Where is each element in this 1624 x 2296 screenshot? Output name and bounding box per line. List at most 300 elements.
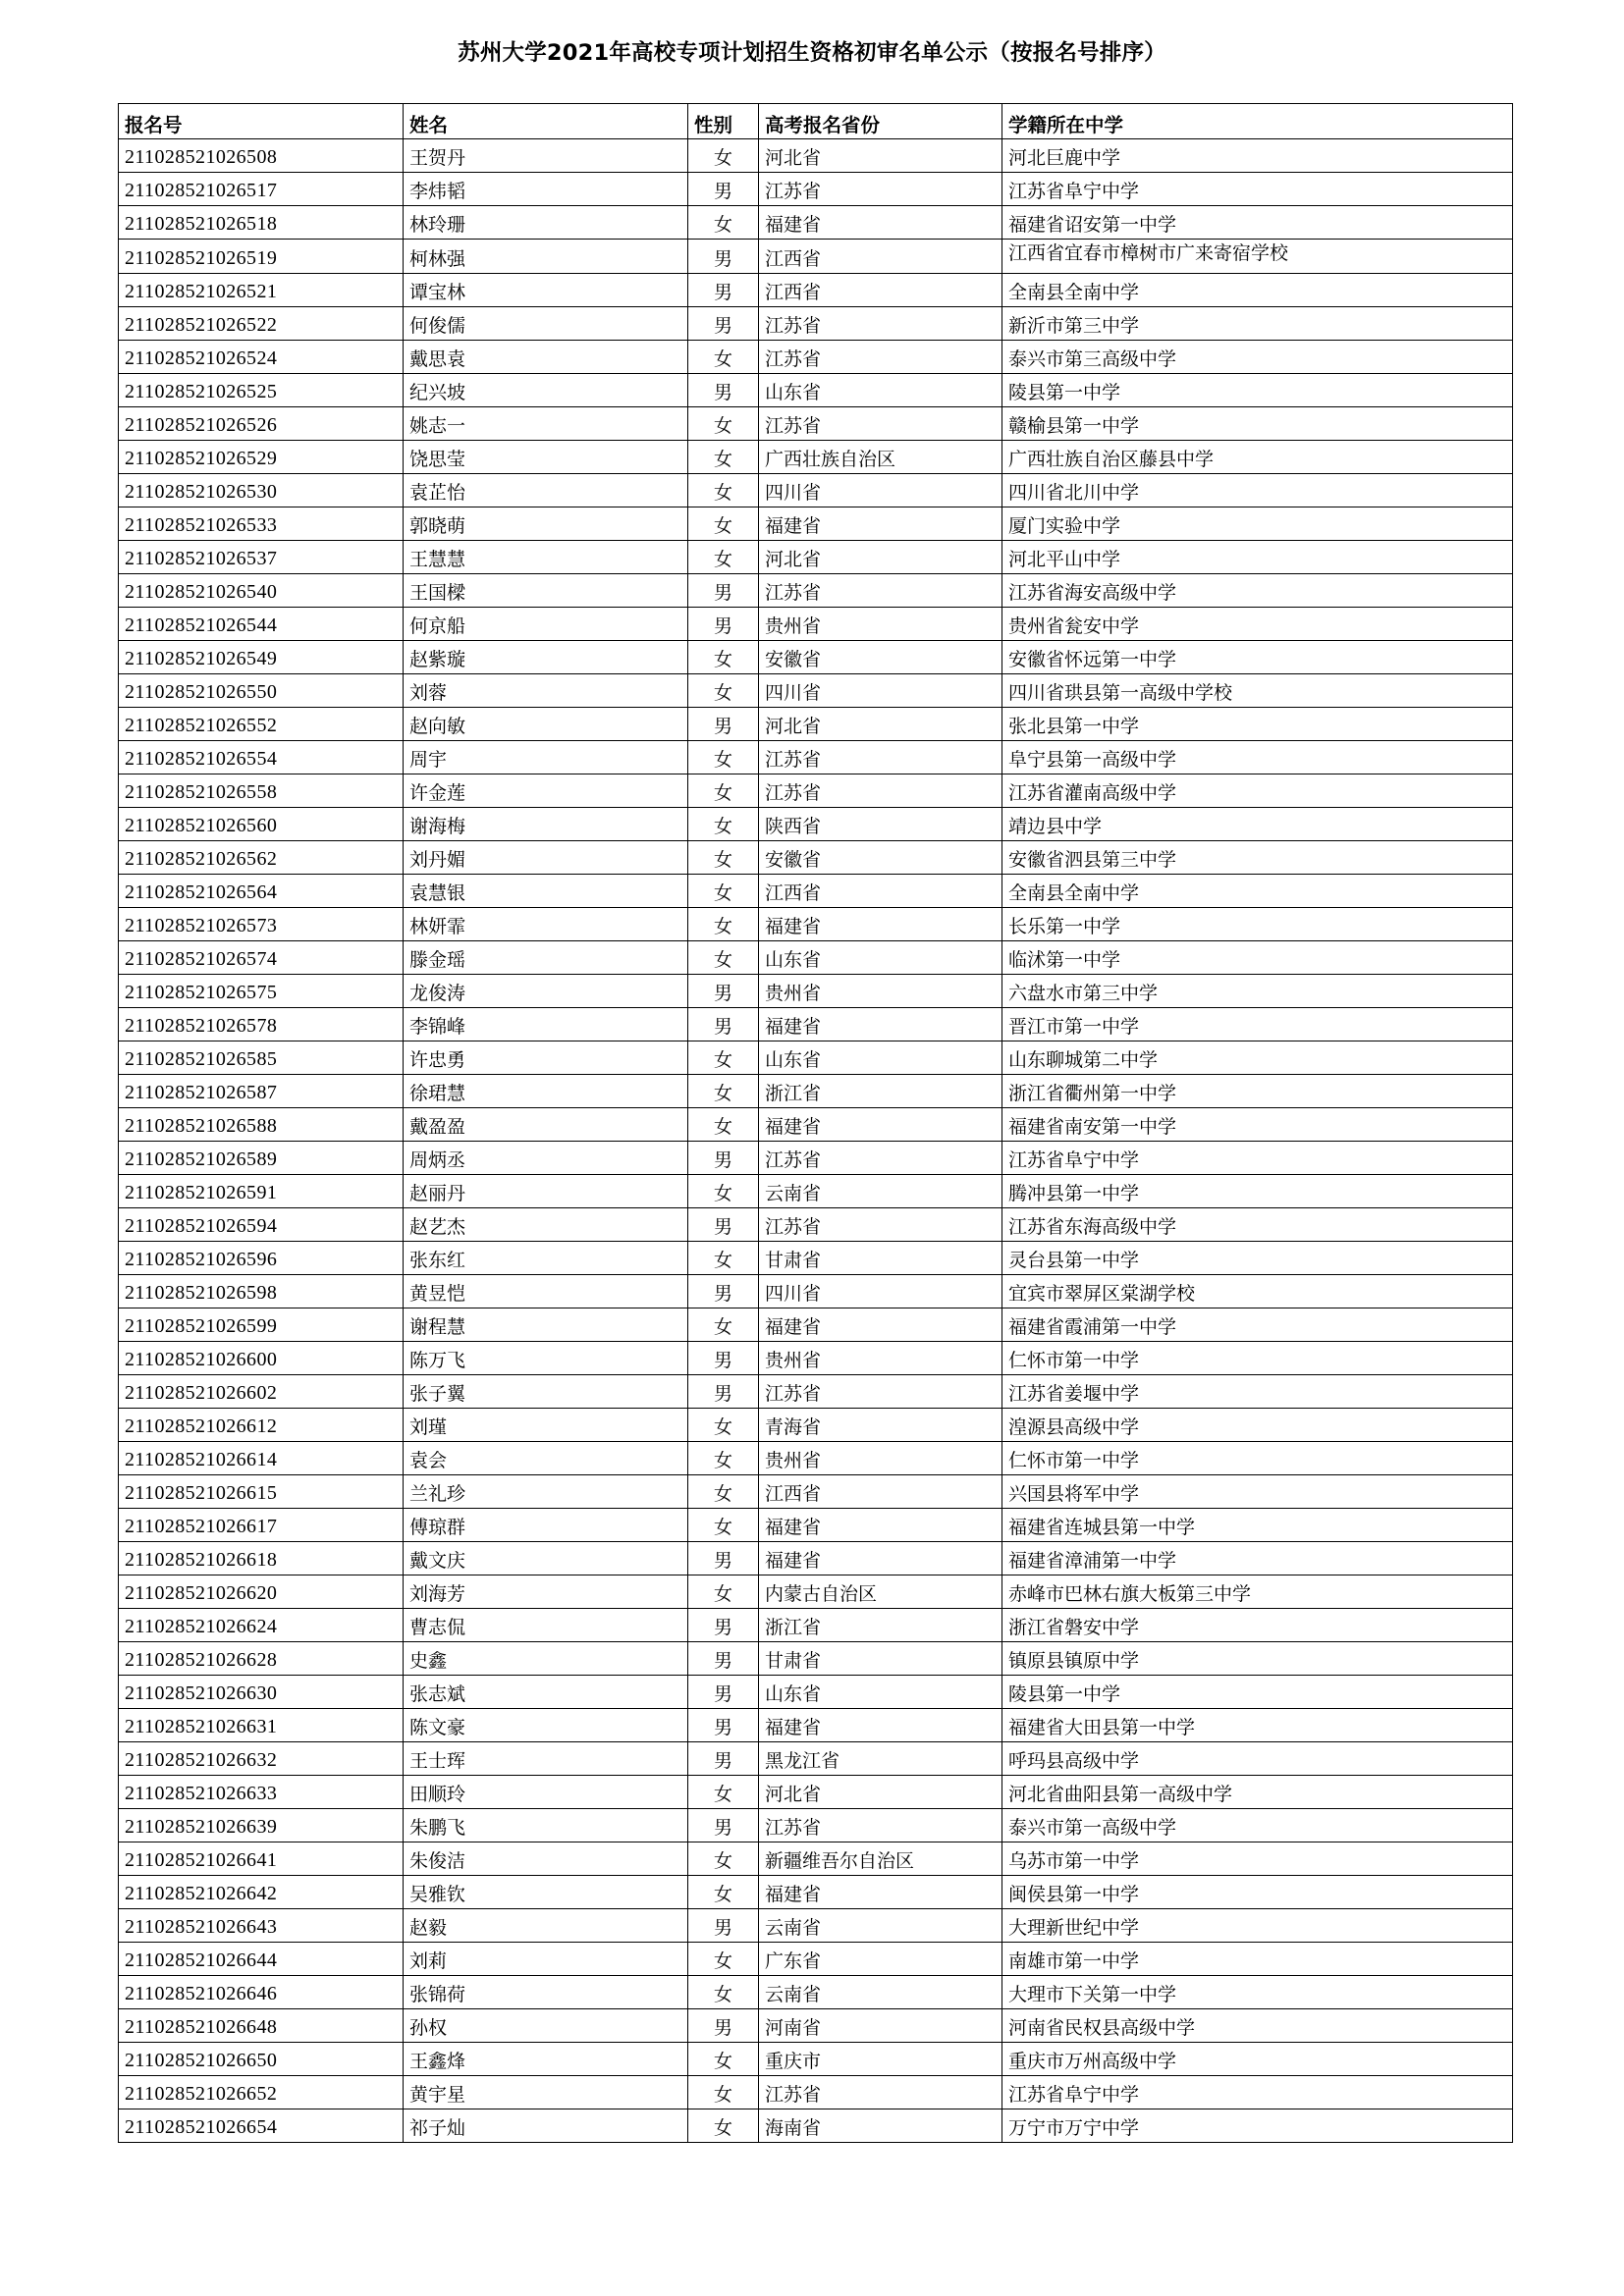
column-header-name: 姓名 xyxy=(404,104,688,139)
cell-name: 袁慧银 xyxy=(404,875,688,908)
cell-exam-province: 贵州省 xyxy=(759,1442,1002,1475)
cell-exam-province: 河北省 xyxy=(759,708,1002,741)
cell-school: 湟源县高级中学 xyxy=(1002,1409,1513,1442)
cell-school: 福建省大田县第一中学 xyxy=(1002,1709,1513,1742)
cell-exam-province: 安徽省 xyxy=(759,841,1002,875)
table-row xyxy=(119,2109,1513,2143)
cell-school: 临沭第一中学 xyxy=(1002,941,1513,975)
cell-registration-number: 211028521026508 xyxy=(119,139,404,173)
cell-school: 泰兴市第三高级中学 xyxy=(1002,341,1513,374)
cell-name: 许金莲 xyxy=(404,774,688,808)
cell-exam-province: 江西省 xyxy=(759,274,1002,307)
table-row xyxy=(119,240,1513,274)
cell-gender: 女 xyxy=(688,1509,759,1542)
cell-school: 仁怀市第一中学 xyxy=(1002,1342,1513,1375)
cell-registration-number: 211028521026631 xyxy=(119,1709,404,1742)
cell-school: 陵县第一中学 xyxy=(1002,1676,1513,1709)
cell-name: 许忠勇 xyxy=(404,1041,688,1075)
cell-name: 兰礼珍 xyxy=(404,1475,688,1509)
cell-registration-number: 211028521026550 xyxy=(119,674,404,708)
cell-gender: 男 xyxy=(688,1609,759,1642)
cell-gender: 女 xyxy=(688,1575,759,1609)
cell-registration-number: 211028521026646 xyxy=(119,1976,404,2009)
cell-gender: 女 xyxy=(688,1108,759,1142)
cell-name: 袁芷怡 xyxy=(404,474,688,507)
cell-name: 徐珺慧 xyxy=(404,1075,688,1108)
cell-registration-number: 211028521026552 xyxy=(119,708,404,741)
cell-school: 福建省漳浦第一中学 xyxy=(1002,1542,1513,1575)
table-row xyxy=(119,1075,1513,1108)
cell-name: 姚志一 xyxy=(404,407,688,441)
cell-school: 安徽省怀远第一中学 xyxy=(1002,641,1513,674)
cell-name: 赵丽丹 xyxy=(404,1175,688,1208)
cell-registration-number: 211028521026615 xyxy=(119,1475,404,1509)
cell-gender: 女 xyxy=(688,841,759,875)
cell-exam-province: 陕西省 xyxy=(759,808,1002,841)
cell-exam-province: 江苏省 xyxy=(759,1142,1002,1175)
cell-school: 万宁市万宁中学 xyxy=(1002,2109,1513,2143)
cell-name: 赵毅 xyxy=(404,1909,688,1943)
cell-exam-province: 浙江省 xyxy=(759,1609,1002,1642)
cell-exam-province: 福建省 xyxy=(759,1542,1002,1575)
cell-school: 四川省珙县第一高级中学校 xyxy=(1002,674,1513,708)
cell-name: 刘海芳 xyxy=(404,1575,688,1609)
cell-name: 张志斌 xyxy=(404,1676,688,1709)
cell-gender: 男 xyxy=(688,307,759,341)
cell-exam-province: 江苏省 xyxy=(759,407,1002,441)
cell-gender: 女 xyxy=(688,474,759,507)
cell-name: 王鑫烽 xyxy=(404,2043,688,2076)
cell-exam-province: 贵州省 xyxy=(759,608,1002,641)
cell-gender: 男 xyxy=(688,1275,759,1308)
table-row xyxy=(119,1275,1513,1308)
table-row xyxy=(119,1609,1513,1642)
cell-registration-number: 211028521026575 xyxy=(119,975,404,1008)
cell-name: 赵艺杰 xyxy=(404,1208,688,1242)
cell-gender: 男 xyxy=(688,708,759,741)
cell-name: 赵紫璇 xyxy=(404,641,688,674)
cell-registration-number: 211028521026564 xyxy=(119,875,404,908)
cell-school: 六盘水市第三中学 xyxy=(1002,975,1513,1008)
cell-exam-province: 广西壮族自治区 xyxy=(759,441,1002,474)
cell-registration-number: 211028521026599 xyxy=(119,1308,404,1342)
cell-gender: 男 xyxy=(688,1709,759,1742)
cell-name: 戴思袁 xyxy=(404,341,688,374)
cell-name: 刘蓉 xyxy=(404,674,688,708)
cell-gender: 女 xyxy=(688,1175,759,1208)
cell-registration-number: 211028521026533 xyxy=(119,507,404,541)
cell-exam-province: 山东省 xyxy=(759,941,1002,975)
table-row xyxy=(119,708,1513,741)
cell-name: 戴盈盈 xyxy=(404,1108,688,1142)
cell-exam-province: 江苏省 xyxy=(759,1809,1002,1842)
cell-name: 林玲珊 xyxy=(404,206,688,240)
cell-exam-province: 江苏省 xyxy=(759,307,1002,341)
cell-exam-province: 山东省 xyxy=(759,374,1002,407)
cell-exam-province: 青海省 xyxy=(759,1409,1002,1442)
cell-registration-number: 211028521026525 xyxy=(119,374,404,407)
cell-school: 阜宁县第一高级中学 xyxy=(1002,741,1513,774)
table-row xyxy=(119,1809,1513,1842)
cell-gender: 男 xyxy=(688,1642,759,1676)
table-row xyxy=(119,1175,1513,1208)
cell-registration-number: 211028521026522 xyxy=(119,307,404,341)
cell-registration-number: 211028521026562 xyxy=(119,841,404,875)
cell-exam-province: 四川省 xyxy=(759,474,1002,507)
cell-name: 曹志侃 xyxy=(404,1609,688,1642)
cell-exam-province: 内蒙古自治区 xyxy=(759,1575,1002,1609)
cell-exam-province: 福建省 xyxy=(759,1709,1002,1742)
cell-name: 黄昱恺 xyxy=(404,1275,688,1308)
table-row xyxy=(119,841,1513,875)
cell-name: 祁子灿 xyxy=(404,2109,688,2143)
cell-school: 福建省南安第一中学 xyxy=(1002,1108,1513,1142)
table-row xyxy=(119,1208,1513,1242)
cell-school: 山东聊城第二中学 xyxy=(1002,1041,1513,1075)
page-title: 苏州大学2021年高校专项计划招生资格初审名单公示（按报名号排序） xyxy=(458,40,1166,66)
cell-name: 周宇 xyxy=(404,741,688,774)
cell-name: 陈万飞 xyxy=(404,1342,688,1375)
cell-name: 谢程慧 xyxy=(404,1308,688,1342)
cell-exam-province: 江苏省 xyxy=(759,741,1002,774)
cell-gender: 女 xyxy=(688,341,759,374)
cell-exam-province: 江西省 xyxy=(759,240,1002,274)
cell-exam-province: 福建省 xyxy=(759,507,1002,541)
table-row xyxy=(119,875,1513,908)
cell-gender: 女 xyxy=(688,2076,759,2109)
cell-gender: 女 xyxy=(688,2043,759,2076)
cell-registration-number: 211028521026596 xyxy=(119,1242,404,1275)
cell-school: 泰兴市第一高级中学 xyxy=(1002,1809,1513,1842)
cell-school: 新沂市第三中学 xyxy=(1002,307,1513,341)
cell-registration-number: 211028521026540 xyxy=(119,574,404,608)
table-row xyxy=(119,1342,1513,1375)
table-row xyxy=(119,1442,1513,1475)
table-row xyxy=(119,1542,1513,1575)
cell-gender: 女 xyxy=(688,1976,759,2009)
cell-exam-province: 广东省 xyxy=(759,1943,1002,1976)
cell-gender: 女 xyxy=(688,1308,759,1342)
cell-school: 乌苏市第一中学 xyxy=(1002,1842,1513,1876)
cell-name: 周炳丞 xyxy=(404,1142,688,1175)
cell-exam-province: 贵州省 xyxy=(759,975,1002,1008)
cell-exam-province: 福建省 xyxy=(759,908,1002,941)
cell-gender: 男 xyxy=(688,240,759,274)
cell-exam-province: 云南省 xyxy=(759,1976,1002,2009)
cell-name: 滕金瑶 xyxy=(404,941,688,975)
table-row xyxy=(119,1375,1513,1409)
cell-name: 李锦峰 xyxy=(404,1008,688,1041)
cell-name: 刘丹媚 xyxy=(404,841,688,875)
table-row xyxy=(119,774,1513,808)
cell-name: 郭晓萌 xyxy=(404,507,688,541)
cell-exam-province: 河北省 xyxy=(759,1776,1002,1809)
cell-gender: 女 xyxy=(688,1075,759,1108)
cell-gender: 女 xyxy=(688,774,759,808)
cell-registration-number: 211028521026648 xyxy=(119,2009,404,2043)
cell-exam-province: 福建省 xyxy=(759,206,1002,240)
cell-name: 王慧慧 xyxy=(404,541,688,574)
table-row xyxy=(119,1409,1513,1442)
cell-school: 江苏省阜宁中学 xyxy=(1002,1142,1513,1175)
cell-exam-province: 江苏省 xyxy=(759,1208,1002,1242)
table-body xyxy=(119,139,1513,2143)
cell-exam-province: 四川省 xyxy=(759,1275,1002,1308)
cell-name: 饶思莹 xyxy=(404,441,688,474)
cell-registration-number: 211028521026554 xyxy=(119,741,404,774)
cell-exam-province: 江西省 xyxy=(759,875,1002,908)
cell-school: 河南省民权县高级中学 xyxy=(1002,2009,1513,2043)
cell-gender: 女 xyxy=(688,407,759,441)
cell-exam-province: 云南省 xyxy=(759,1175,1002,1208)
cell-registration-number: 211028521026544 xyxy=(119,608,404,641)
cell-exam-province: 福建省 xyxy=(759,1008,1002,1041)
cell-registration-number: 211028521026641 xyxy=(119,1842,404,1876)
cell-registration-number: 211028521026517 xyxy=(119,173,404,206)
cell-school: 靖边县中学 xyxy=(1002,808,1513,841)
cell-school: 河北平山中学 xyxy=(1002,541,1513,574)
table-row xyxy=(119,674,1513,708)
cell-registration-number: 211028521026612 xyxy=(119,1409,404,1442)
table-row xyxy=(119,1742,1513,1776)
cell-exam-province: 云南省 xyxy=(759,1909,1002,1943)
cell-school: 仁怀市第一中学 xyxy=(1002,1442,1513,1475)
cell-gender: 女 xyxy=(688,674,759,708)
table-row xyxy=(119,1642,1513,1676)
cell-exam-province: 河南省 xyxy=(759,2009,1002,2043)
cell-school: 张北县第一中学 xyxy=(1002,708,1513,741)
cell-school: 江苏省姜堰中学 xyxy=(1002,1375,1513,1409)
cell-gender: 男 xyxy=(688,274,759,307)
cell-exam-province: 浙江省 xyxy=(759,1075,1002,1108)
cell-gender: 男 xyxy=(688,574,759,608)
cell-registration-number: 211028521026594 xyxy=(119,1208,404,1242)
table-row xyxy=(119,641,1513,674)
cell-gender: 女 xyxy=(688,1943,759,1976)
cell-school: 江苏省阜宁中学 xyxy=(1002,2076,1513,2109)
cell-registration-number: 211028521026537 xyxy=(119,541,404,574)
cell-exam-province: 江苏省 xyxy=(759,574,1002,608)
table-row xyxy=(119,1242,1513,1275)
cell-school: 赤峰市巴林右旗大板第三中学 xyxy=(1002,1575,1513,1609)
cell-registration-number: 211028521026530 xyxy=(119,474,404,507)
cell-gender: 男 xyxy=(688,1542,759,1575)
cell-gender: 女 xyxy=(688,908,759,941)
cell-registration-number: 211028521026585 xyxy=(119,1041,404,1075)
cell-registration-number: 211028521026602 xyxy=(119,1375,404,1409)
roster-table-container xyxy=(118,103,1512,2143)
cell-school: 大理新世纪中学 xyxy=(1002,1909,1513,1943)
cell-registration-number: 211028521026518 xyxy=(119,206,404,240)
cell-school: 灵台县第一中学 xyxy=(1002,1242,1513,1275)
cell-school: 浙江省衢州第一中学 xyxy=(1002,1075,1513,1108)
cell-name: 吴雅钦 xyxy=(404,1876,688,1909)
cell-gender: 女 xyxy=(688,1842,759,1876)
cell-school: 江苏省东海高级中学 xyxy=(1002,1208,1513,1242)
cell-school: 宜宾市翠屏区棠湖学校 xyxy=(1002,1275,1513,1308)
cell-exam-province: 福建省 xyxy=(759,1876,1002,1909)
cell-name: 赵向敏 xyxy=(404,708,688,741)
cell-school: 浙江省磐安中学 xyxy=(1002,1609,1513,1642)
cell-registration-number: 211028521026630 xyxy=(119,1676,404,1709)
table-row xyxy=(119,808,1513,841)
cell-gender: 女 xyxy=(688,139,759,173)
cell-gender: 女 xyxy=(688,1442,759,1475)
column-header-exam-province: 高考报名省份 xyxy=(759,104,1002,139)
table-row xyxy=(119,908,1513,941)
table-row xyxy=(119,441,1513,474)
cell-gender: 女 xyxy=(688,1475,759,1509)
cell-registration-number: 211028521026643 xyxy=(119,1909,404,1943)
cell-registration-number: 211028521026632 xyxy=(119,1742,404,1776)
table-row xyxy=(119,1842,1513,1876)
table-row xyxy=(119,1943,1513,1976)
cell-registration-number: 211028521026614 xyxy=(119,1442,404,1475)
cell-school: 福建省连城县第一中学 xyxy=(1002,1509,1513,1542)
cell-name: 林妍霏 xyxy=(404,908,688,941)
table-row xyxy=(119,1776,1513,1809)
cell-exam-province: 重庆市 xyxy=(759,2043,1002,2076)
table-row xyxy=(119,741,1513,774)
cell-gender: 男 xyxy=(688,1208,759,1242)
cell-school: 全南县全南中学 xyxy=(1002,875,1513,908)
cell-school: 大理市下关第一中学 xyxy=(1002,1976,1513,2009)
cell-school: 江苏省灌南高级中学 xyxy=(1002,774,1513,808)
cell-exam-province: 江苏省 xyxy=(759,341,1002,374)
cell-gender: 女 xyxy=(688,1242,759,1275)
cell-name: 李炜韬 xyxy=(404,173,688,206)
cell-gender: 男 xyxy=(688,1342,759,1375)
cell-gender: 女 xyxy=(688,875,759,908)
table-row xyxy=(119,574,1513,608)
cell-school: 赣榆县第一中学 xyxy=(1002,407,1513,441)
table-row xyxy=(119,341,1513,374)
cell-gender: 女 xyxy=(688,541,759,574)
cell-name: 纪兴坡 xyxy=(404,374,688,407)
cell-registration-number: 211028521026644 xyxy=(119,1943,404,1976)
column-header-school: 学籍所在中学 xyxy=(1002,104,1513,139)
cell-school: 江西省宜春市樟树市广来寄宿学校 xyxy=(1002,240,1513,274)
table-row xyxy=(119,1008,1513,1041)
column-header-gender: 性别 xyxy=(688,104,759,139)
cell-gender: 男 xyxy=(688,975,759,1008)
cell-name: 王国樑 xyxy=(404,574,688,608)
cell-registration-number: 211028521026588 xyxy=(119,1108,404,1142)
cell-gender: 男 xyxy=(688,1676,759,1709)
cell-registration-number: 211028521026628 xyxy=(119,1642,404,1676)
cell-registration-number: 211028521026620 xyxy=(119,1575,404,1609)
table-row xyxy=(119,1575,1513,1609)
cell-exam-province: 福建省 xyxy=(759,1108,1002,1142)
cell-registration-number: 211028521026589 xyxy=(119,1142,404,1175)
cell-registration-number: 211028521026549 xyxy=(119,641,404,674)
table-header-row xyxy=(119,104,1513,139)
cell-registration-number: 211028521026558 xyxy=(119,774,404,808)
cell-registration-number: 211028521026578 xyxy=(119,1008,404,1041)
cell-name: 刘瑾 xyxy=(404,1409,688,1442)
cell-school: 兴国县将军中学 xyxy=(1002,1475,1513,1509)
cell-gender: 女 xyxy=(688,2109,759,2143)
cell-gender: 女 xyxy=(688,1776,759,1809)
cell-registration-number: 211028521026633 xyxy=(119,1776,404,1809)
cell-name: 黄宇星 xyxy=(404,2076,688,2109)
cell-name: 谢海梅 xyxy=(404,808,688,841)
cell-name: 张锦荷 xyxy=(404,1976,688,2009)
cell-name: 张子翼 xyxy=(404,1375,688,1409)
cell-registration-number: 211028521026519 xyxy=(119,240,404,274)
cell-exam-province: 江苏省 xyxy=(759,173,1002,206)
cell-name: 袁会 xyxy=(404,1442,688,1475)
cell-name: 朱俊洁 xyxy=(404,1842,688,1876)
table-row xyxy=(119,407,1513,441)
cell-registration-number: 211028521026560 xyxy=(119,808,404,841)
cell-exam-province: 海南省 xyxy=(759,2109,1002,2143)
cell-gender: 男 xyxy=(688,1809,759,1842)
table-row xyxy=(119,139,1513,173)
table-row xyxy=(119,2009,1513,2043)
cell-school: 南雄市第一中学 xyxy=(1002,1943,1513,1976)
table-header xyxy=(119,104,1513,139)
cell-gender: 女 xyxy=(688,741,759,774)
cell-exam-province: 河北省 xyxy=(759,139,1002,173)
cell-registration-number: 211028521026624 xyxy=(119,1609,404,1642)
cell-exam-province: 甘肃省 xyxy=(759,1242,1002,1275)
cell-gender: 男 xyxy=(688,608,759,641)
table-row xyxy=(119,173,1513,206)
cell-exam-province: 甘肃省 xyxy=(759,1642,1002,1676)
cell-school: 安徽省泗县第三中学 xyxy=(1002,841,1513,875)
table-row xyxy=(119,975,1513,1008)
roster-table xyxy=(118,103,1513,2143)
cell-gender: 男 xyxy=(688,374,759,407)
cell-exam-province: 四川省 xyxy=(759,674,1002,708)
cell-school: 闽侯县第一中学 xyxy=(1002,1876,1513,1909)
cell-registration-number: 211028521026618 xyxy=(119,1542,404,1575)
cell-exam-province: 福建省 xyxy=(759,1308,1002,1342)
cell-exam-province: 河北省 xyxy=(759,541,1002,574)
cell-registration-number: 211028521026652 xyxy=(119,2076,404,2109)
cell-registration-number: 211028521026521 xyxy=(119,274,404,307)
table-row xyxy=(119,1709,1513,1742)
cell-registration-number: 211028521026650 xyxy=(119,2043,404,2076)
cell-exam-province: 江西省 xyxy=(759,1475,1002,1509)
cell-name: 王士珲 xyxy=(404,1742,688,1776)
cell-gender: 男 xyxy=(688,1375,759,1409)
table-row xyxy=(119,307,1513,341)
cell-school: 重庆市万州高级中学 xyxy=(1002,2043,1513,2076)
cell-exam-province: 山东省 xyxy=(759,1041,1002,1075)
cell-registration-number: 211028521026654 xyxy=(119,2109,404,2143)
cell-school: 四川省北川中学 xyxy=(1002,474,1513,507)
table-row xyxy=(119,507,1513,541)
cell-name: 孙权 xyxy=(404,2009,688,2043)
cell-name: 何俊儒 xyxy=(404,307,688,341)
table-row xyxy=(119,2076,1513,2109)
table-row xyxy=(119,1909,1513,1943)
table-row xyxy=(119,1475,1513,1509)
cell-gender: 男 xyxy=(688,1008,759,1041)
cell-exam-province: 江苏省 xyxy=(759,1375,1002,1409)
cell-name: 张东红 xyxy=(404,1242,688,1275)
cell-school: 广西壮族自治区藤县中学 xyxy=(1002,441,1513,474)
cell-registration-number: 211028521026617 xyxy=(119,1509,404,1542)
cell-name: 柯林强 xyxy=(404,240,688,274)
cell-gender: 男 xyxy=(688,2009,759,2043)
cell-name: 王贺丹 xyxy=(404,139,688,173)
cell-gender: 男 xyxy=(688,1742,759,1776)
cell-registration-number: 211028521026598 xyxy=(119,1275,404,1308)
cell-registration-number: 211028521026591 xyxy=(119,1175,404,1208)
